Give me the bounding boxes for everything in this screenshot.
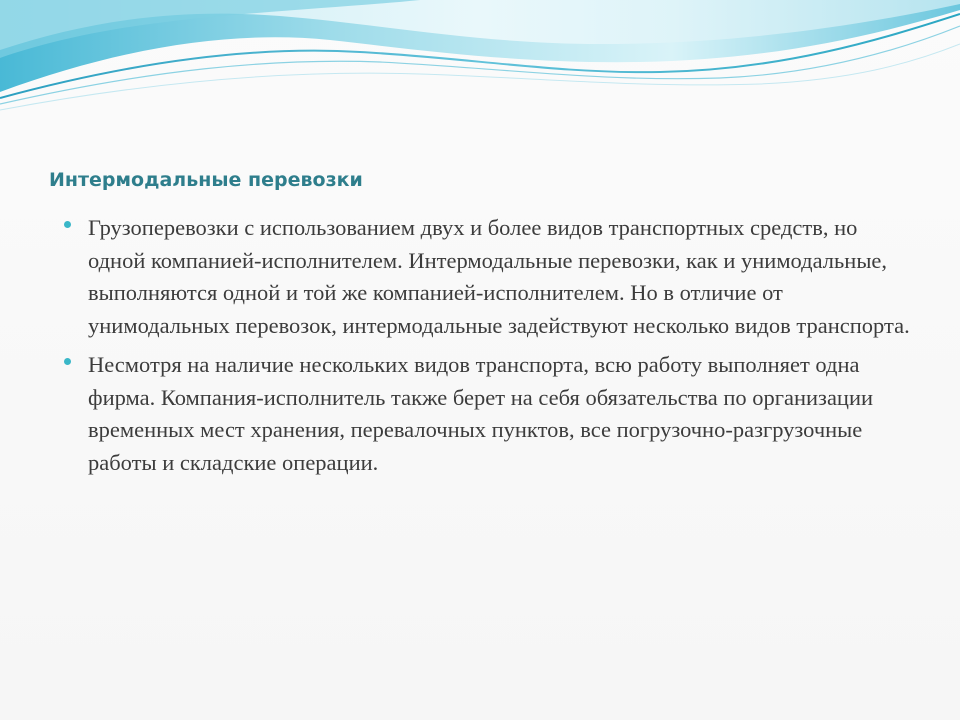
bullet-text: Несмотря на наличие нескольких видов транспорта, всю работу выполняет одна фирма. Компания-исполнитель также берет на себя обязательства по организации временных мест хранения, перевалочных пунктов, все погрузочно-разгрузочные работы и складские операции. [88,352,874,475]
slide-title: Интермодальные перевозки [49,169,363,191]
bullet-dot-icon [64,221,71,228]
bullet-list [64,212,914,486]
bullet-text: Грузоперевозки с использованием двух и более видов транспортных средств, но одной компанией-исполнителем. Интермодальные перевозки, как и унимодальные, выполняются одной и той же компанией-исполнителем. Но в отличие от унимодальных перевозок, интермодальные задействуют несколько видов транспорта. [88,215,910,338]
bullet-item-2 [64,349,914,479]
bullet-item-1 [64,212,914,342]
bullet-dot-icon [64,358,71,365]
wave-header-decoration [0,0,960,120]
